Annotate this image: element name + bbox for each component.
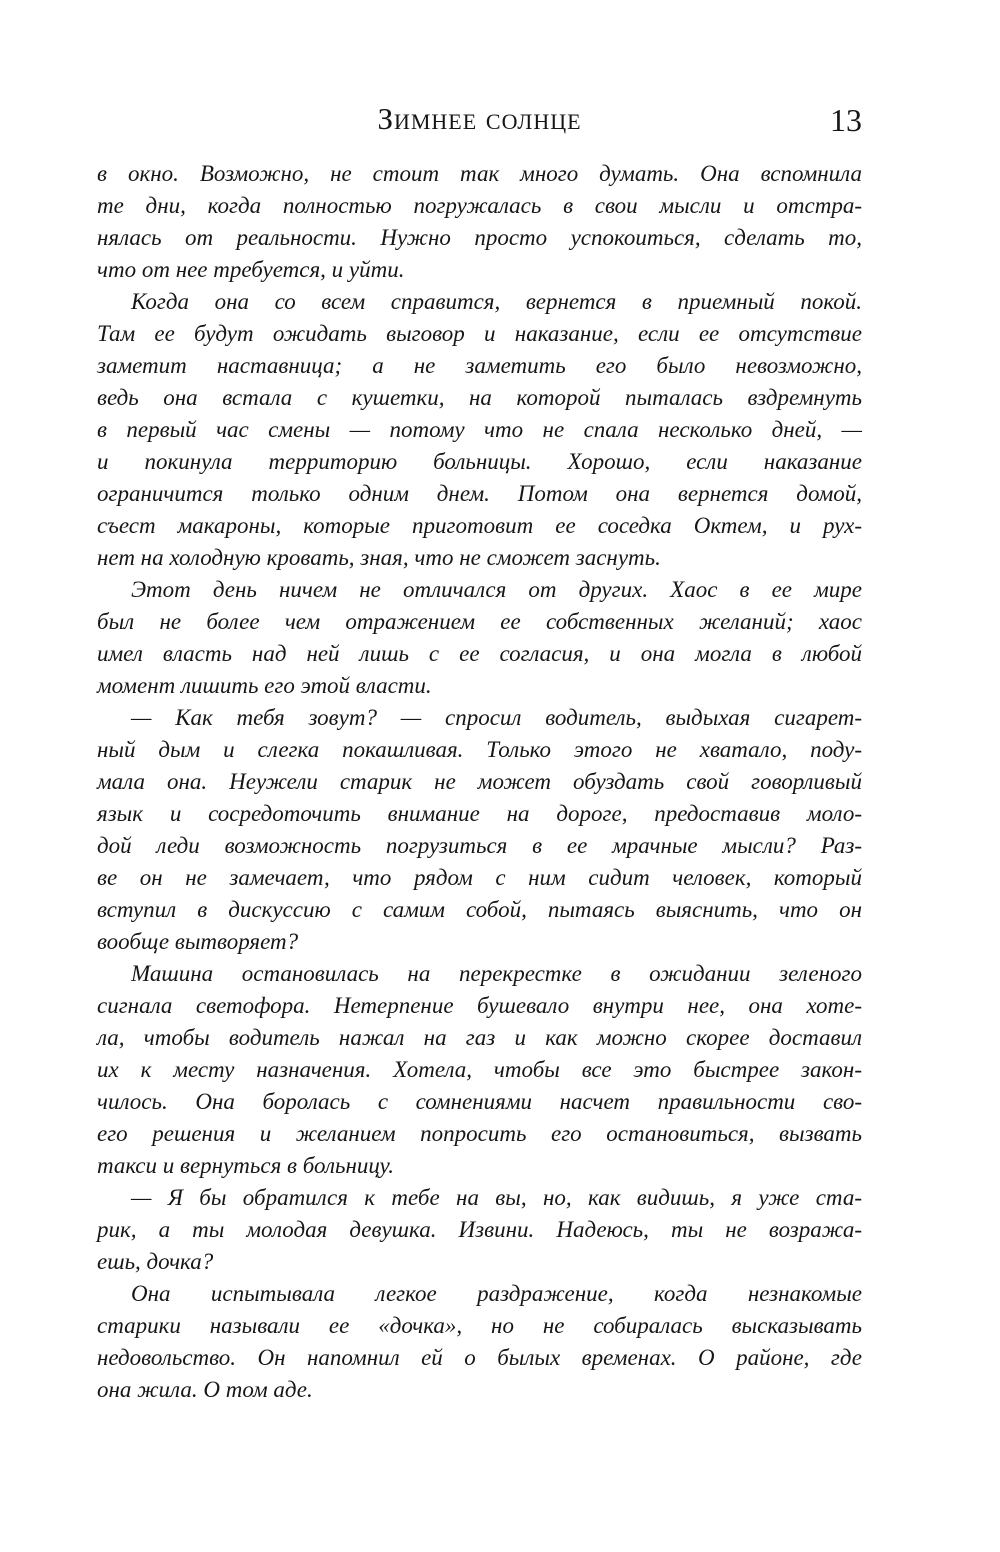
text-line: вступил в дискуссию с самим собой, пытаясь выяснить, что он [97, 897, 862, 922]
paragraph [97, 158, 862, 286]
text-line: язык и сосредоточить внимание на дороге, предоставив моло- [97, 801, 862, 826]
text-line: рик, а ты молодая девушка. Извини. Надеюсь, ты не возража- [97, 1217, 862, 1242]
text-line: вообще вытворяет? [97, 929, 299, 954]
text-line: съест макароны, которые приготовит ее соседка Октем, и рух- [97, 513, 862, 538]
text-block [97, 158, 862, 1406]
text-line: в окно. Возможно, не стоит так много думать. Она вспомнила [97, 161, 862, 186]
paragraph [97, 958, 862, 1182]
paragraph [97, 1278, 862, 1406]
text-line: ешь, дочка? [97, 1249, 214, 1274]
text-line: нялась от реальности. Нужно просто успокоиться, сделать то, [97, 225, 862, 250]
text-line: его решения и желанием попросить его остановиться, вызвать [97, 1121, 862, 1146]
text-line: что от нее требуется, и уйти. [97, 257, 405, 282]
text-line: момент лишить его этой власти. [97, 673, 432, 698]
text-line: недовольство. Он напомнил ей о былых временах. О районе, где [97, 1345, 862, 1370]
text-line: она жила. О том аде. [97, 1377, 313, 1402]
chapter-title: Зимнее солнце [377, 101, 582, 136]
text-line: — Как тебя зовут? — спросил водитель, выдыхая сигарет- [131, 705, 862, 730]
paragraph [97, 574, 862, 702]
text-line: Там ее будут ожидать выговор и наказание, если ее отсутствие [97, 321, 862, 346]
text-line: ный дым и слегка покашливая. Только этого не хватало, поду- [97, 737, 862, 762]
text-line: ведь она встала с кушетки, на которой пыталась вздремнуть [97, 385, 862, 410]
text-line: сигнала светофора. Нетерпение бушевало внутри нее, она хоте- [97, 993, 862, 1018]
text-line: в первый час смены — потому что не спала несколько дней, — [97, 417, 862, 442]
paragraph [97, 1182, 862, 1278]
text-line: ограничится только одним днем. Потом она вернется домой, [97, 481, 862, 506]
text-line: Она испытывала легкое раздражение, когда незнакомые [131, 1281, 862, 1306]
text-line: имел власть над ней лишь с ее согласия, и она могла в любой [97, 641, 862, 666]
text-line: ве он не замечает, что рядом с ним сидит человек, который [97, 865, 862, 890]
text-line: и покинула территорию больницы. Хорошо, если наказание [97, 449, 862, 474]
text-line: ла, чтобы водитель нажал на газ и как можно скорее доставил [97, 1025, 862, 1050]
text-line: их к месту назначения. Хотела, чтобы все это быстрее закон- [97, 1057, 862, 1082]
text-line: Этот день ничем не отличался от других. Хаос в ее мире [131, 577, 862, 602]
text-line: дой леди возможность погрузиться в ее мрачные мысли? Раз- [97, 833, 862, 858]
paragraph [97, 286, 862, 574]
text-line: чилось. Она боролась с сомнениями насчет правильности сво- [97, 1089, 862, 1114]
text-line: был не более чем отражением ее собственных желаний; хаос [97, 609, 862, 634]
text-line: мала она. Неужели старик не может обуздать свой говорливый [97, 769, 862, 794]
text-line: Машина остановилась на перекрестке в ожидании зеленого [131, 961, 862, 986]
running-header [97, 102, 862, 138]
text-line: нет на холодную кровать, зная, что не сможет заснуть. [97, 545, 661, 570]
page-number: 13 [830, 102, 862, 138]
text-line: — Я бы обратился к тебе на вы, но, как видишь, я уже ста- [131, 1185, 862, 1210]
paragraph [97, 702, 862, 958]
text-line: старики называли ее «дочка», но не собиралась высказывать [97, 1313, 862, 1338]
text-line: заметит наставница; а не заметить его было невозможно, [97, 353, 862, 378]
text-line: те дни, когда полностью погружалась в свои мысли и отстра- [97, 193, 862, 218]
text-line: такси и вернуться в больницу. [97, 1153, 395, 1178]
text-line: Когда она со всем справится, вернется в приемный покой. [131, 289, 862, 314]
